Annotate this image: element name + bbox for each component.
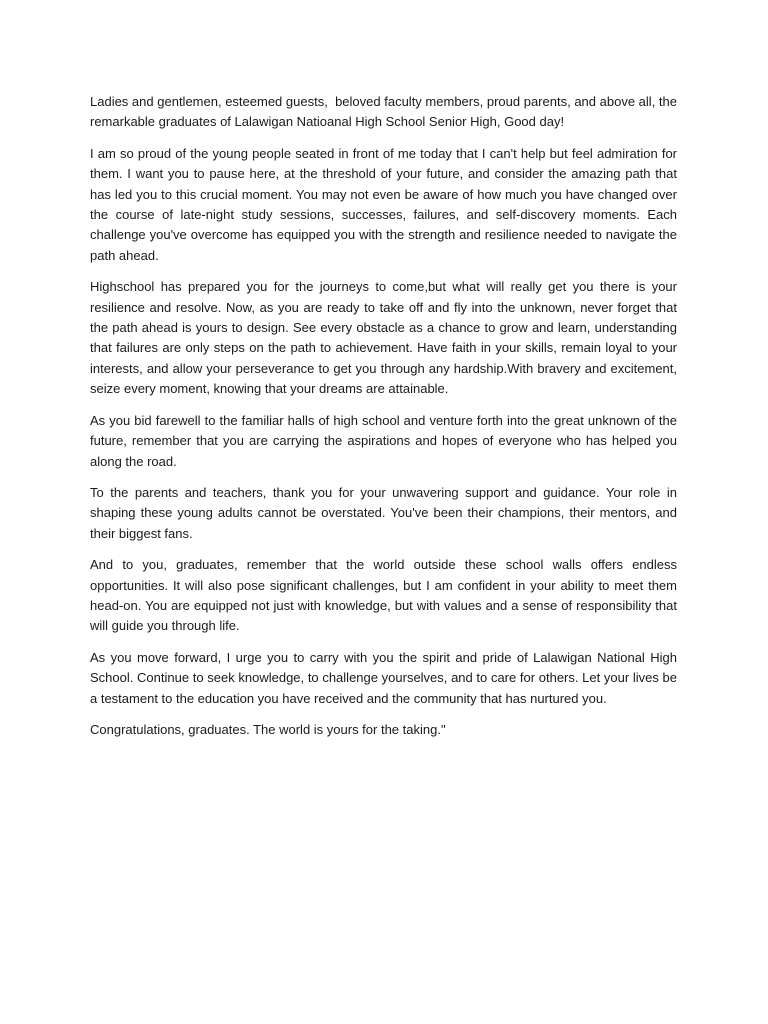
paragraph-pride: I am so proud of the young people seated in front of me today that I can't help but feel admiration for them. I want you to pause here, at the threshold of your future, and consider the amazing path that has led you to this crucial moment. You may not even be aware of how much you have changed over the course of late-night study sessions, successes, failures, and self-discovery moments. Each challenge you've overcome has equipped you with the strength and resilience needed to navigate the path ahead. xyxy=(90,145,681,263)
paragraph-greeting: Ladies and gentlemen, esteemed guests, beloved faculty members, proud parents, and above all, the remarkable graduates of Lalawigan Natioanal High School Senior High, Good day! xyxy=(90,94,681,130)
paragraph-farewell: As you bid farewell to the familiar halls of high school and venture forth into the great unknown of the future, remember that you are carrying the aspirations and hopes of everyone who has helped you along the road. xyxy=(90,412,681,469)
paragraph-move-forward: As you move forward, I urge you to carry with you the spirit and pride of Lalawigan National High School. Continue to seek knowledge, to challenge yourselves, and to care for others. Let your lives be a testament to the education you have received and the community that has nurtured you. xyxy=(90,649,681,706)
speech-body xyxy=(90,92,681,751)
paragraph-congratulations: Congratulations, graduates. The world is yours for the taking." xyxy=(90,721,446,737)
paragraph-resilience: Highschool has prepared you for the journeys to come,but what will really get you there is your resilience and resolve. Now, as you are ready to take off and fly into the unknown, never forget that the path ahead is yours to design. See every obstacle as a chance to grow and learn, understanding that failures are only steps on the path to achievement. Have faith in your skills, remain loyal to your interests, and allow your perseverance to get you through any hardship.With bravery and excitement, seize every moment, knowing that your dreams are attainable. xyxy=(90,279,681,397)
paragraph-graduates: And to you, graduates, remember that the world outside these school walls offers endless opportunities. It will also pose significant challenges, but I am confident in your ability to meet them head-on. You are equipped not just with knowledge, but with values and a sense of responsibility that will guide you through life. xyxy=(90,557,681,634)
paragraph-parents-teachers: To the parents and teachers, thank you for your unwavering support and guidance. Your role in shaping these young adults cannot be overstated. You've been their champions, their mentors, and their biggest fans. xyxy=(90,484,681,541)
